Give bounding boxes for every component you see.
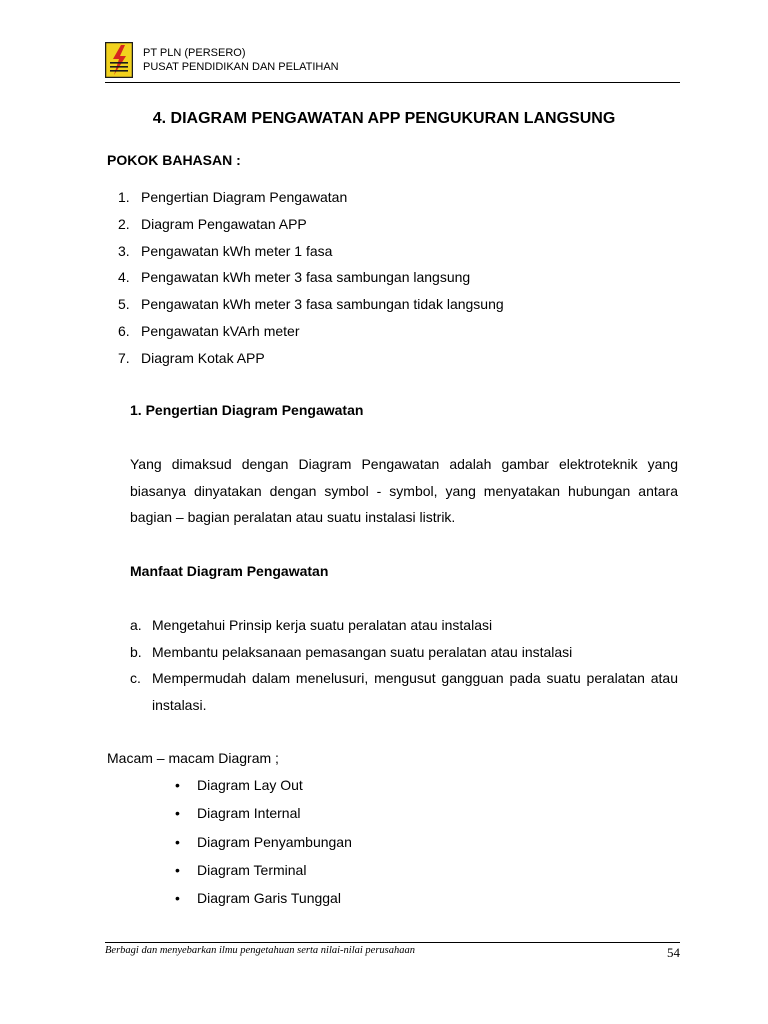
- list-item: [118, 347, 504, 374]
- list-text: Diagram Internal: [197, 805, 301, 822]
- macam-heading: Macam – macam Diagram ;: [107, 750, 279, 766]
- list-item: [118, 240, 504, 267]
- list-text: Diagram Pengawatan APP: [141, 215, 307, 232]
- list-text: Pengertian Diagram Pengawatan: [141, 189, 348, 205]
- bullet-icon: •: [175, 861, 180, 878]
- list-item: [118, 213, 504, 240]
- list-number: 1.: [118, 189, 130, 205]
- list-letter: c.: [130, 670, 141, 686]
- bullet-icon: •: [175, 805, 180, 822]
- pln-logo-icon: [105, 42, 133, 78]
- list-text: Diagram Garis Tunggal: [197, 890, 341, 907]
- list-text: Diagram Terminal: [197, 861, 307, 878]
- pokok-bahasan-list: [118, 186, 504, 374]
- list-text: Pengawatan kWh meter 3 fasa sambungan tidak langsung: [141, 296, 504, 313]
- list-item: [175, 859, 352, 887]
- list-text: Membantu pelaksanaan pemasangan suatu peralatan atau instalasi: [152, 643, 573, 660]
- list-item: [118, 186, 504, 213]
- org-line-2: PUSAT PENDIDIKAN DAN PELATIHAN: [143, 61, 339, 73]
- list-number: 3.: [118, 242, 130, 259]
- org-line-1: PT PLN (PERSERO): [143, 47, 246, 59]
- list-text: Diagram Penyambungan: [197, 833, 352, 850]
- list-number: 7.: [118, 349, 130, 366]
- list-item: [118, 293, 504, 320]
- page-title: 4. DIAGRAM PENGAWATAN APP PENGUKURAN LANGSUNG: [152, 110, 616, 127]
- list-item: [175, 887, 352, 915]
- list-item: [175, 774, 352, 802]
- page-number: 54: [667, 945, 680, 960]
- list-item: [175, 831, 352, 859]
- list-text: Mengetahui Prinsip kerja suatu peralatan atau instalasi: [152, 617, 493, 633]
- page-footer: [105, 942, 680, 960]
- list-text: Diagram Lay Out: [197, 777, 303, 793]
- list-item: [130, 612, 678, 639]
- bullet-icon: •: [175, 777, 180, 793]
- list-letter: a.: [130, 617, 142, 633]
- section-1-paragraph: Yang dimaksud dengan Diagram Pengawatan adalah gambar elektroteknik yang biasanya dinyatakan dengan symbol - symbol, yang menyatakan hubungan antara bagian – bagian peralatan atau suatu instalasi listrik.: [130, 456, 678, 525]
- page-header: [105, 42, 680, 83]
- list-item: [175, 802, 352, 830]
- list-text: Pengawatan kWh meter 1 fasa: [141, 242, 333, 259]
- list-number: 5.: [118, 296, 130, 313]
- bullet-icon: •: [175, 833, 180, 850]
- list-text: Pengawatan kVArh meter: [141, 322, 300, 339]
- manfaat-list: [130, 612, 678, 718]
- list-text: Mempermudah dalam menelusuri, mengusut gangguan pada suatu peralatan atau instalasi.: [152, 670, 678, 713]
- manfaat-heading: Manfaat Diagram Pengawatan: [130, 563, 329, 579]
- list-number: 4.: [118, 269, 130, 286]
- list-text: Diagram Kotak APP: [141, 349, 265, 366]
- pokok-bahasan-heading: POKOK BAHASAN :: [107, 152, 241, 168]
- list-item: [118, 320, 504, 347]
- macam-diagram-list: [175, 774, 352, 915]
- list-text: Pengawatan kWh meter 3 fasa sambungan langsung: [141, 269, 471, 286]
- list-number: 6.: [118, 322, 130, 339]
- list-item: [118, 266, 504, 293]
- list-letter: b.: [130, 643, 142, 660]
- footer-text: Berbagi dan menyebarkan ilmu pengetahuan serta nilai-nilai perusahaan: [105, 945, 416, 956]
- organization-name: [143, 46, 339, 74]
- bullet-icon: •: [175, 890, 180, 907]
- section-1-heading: 1. Pengertian Diagram Pengawatan: [130, 402, 364, 418]
- list-number: 2.: [118, 215, 130, 232]
- list-item: [130, 665, 678, 718]
- list-item: [130, 639, 678, 666]
